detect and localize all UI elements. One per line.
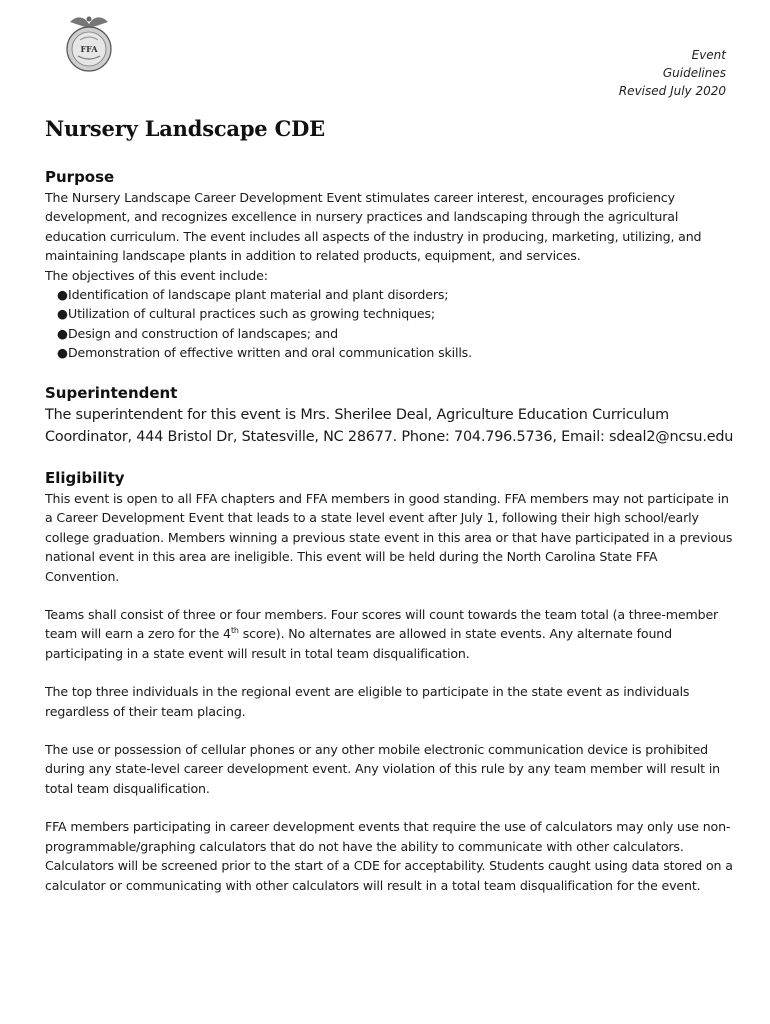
list-item xyxy=(57,324,735,343)
eligibility-paragraph-5: FFA members participating in career development events that require the use of calculators may only use non- programmable/graphing calculators that do not have the ability to communicate with other calculators. Calculators will be screened prior to the start of a CDE for acceptability. Students caught using data stored on a calculator or communicating with other calculators will result in a total team disqualification for the event. xyxy=(45,819,733,893)
superintendent-heading: Superintendent xyxy=(45,384,178,402)
eligibility-paragraph-1: This event is open to all FFA chapters and FFA members in good standing. FFA members may not participate in a Career Development Event that leads to a state level event after July 1, following their high school/early college graduation. Members winning a previous state event in this area or that have participated in a previous national event in this area are ineligible. This event will be held during the North Carolina State FFA Convention. xyxy=(45,491,733,584)
team-rule-text-cont: score). No alternates are allowed in state events. Any alternate found participating in a state event will result in total team disqualification. xyxy=(45,626,672,661)
objective-text: Design and construction of landscapes; and xyxy=(68,325,338,341)
list-item xyxy=(57,304,735,323)
bullet-icon: ● xyxy=(57,325,68,341)
objective-text: Demonstration of effective written and oral communication skills. xyxy=(68,345,472,361)
eligibility-paragraph-4: The use or possession of cellular phones or any other mobile electronic communication device is prohibited during any state-level career development event. Any violation of this rule by any team member will result in total team disqualification. xyxy=(45,742,720,796)
objective-text: Identification of landscape plant material and plant disorders; xyxy=(68,287,449,303)
ordinal-suffix: th xyxy=(230,626,239,636)
purpose-heading: Purpose xyxy=(45,168,115,186)
bullet-icon: ● xyxy=(57,345,68,361)
purpose-section xyxy=(45,167,735,363)
team-rule-text: Teams shall consist of three or four members. Four scores will count towards the team total (a three-member team will earn a zero for the 4 xyxy=(45,607,719,642)
eligibility-heading: Eligibility xyxy=(45,469,125,487)
meta-event: Event xyxy=(691,48,726,62)
bullet-icon: ● xyxy=(57,287,68,303)
meta-revised-date: Revised July 2020 xyxy=(618,84,726,98)
superintendent-section xyxy=(45,383,735,448)
objectives-list xyxy=(45,285,735,363)
meta-guidelines: Guidelines xyxy=(662,66,726,80)
objective-text: Utilization of cultural practices such as growing techniques; xyxy=(68,306,436,322)
ffa-emblem-logo xyxy=(64,12,114,74)
list-item xyxy=(57,285,735,304)
bullet-icon: ● xyxy=(57,306,68,322)
eligibility-paragraph-2 xyxy=(45,605,735,663)
document-meta xyxy=(619,46,726,100)
objectives-intro: The objectives of this event include: xyxy=(45,267,268,283)
page-title: Nursery Landscape CDE xyxy=(45,116,325,141)
purpose-text: The Nursery Landscape Career Development Event stimulates career interest, encourages proficiency development, and recognizes excellence in nursery practices and landscaping through the agricultural education curriculum. The event includes all aspects of the industry in producing, marketing, utilizing, and maintaining landscape plants in addition to related products, equipment, and services. xyxy=(45,190,702,264)
list-item xyxy=(57,343,735,362)
eligibility-paragraph-3: The top three individuals in the regional event are eligible to participate in the state event as individuals regardless of their team placing. xyxy=(45,684,690,719)
superintendent-text: The superintendent for this event is Mrs. Sherilee Deal, Agriculture Education Curriculum Coordinator, 444 Bristol Dr, Statesville, NC 28677. Phone: 704.796.5736, Email: sdeal2@ncsu.edu xyxy=(45,407,734,445)
eligibility-section xyxy=(45,468,735,895)
ffa-emblem-text: FFA xyxy=(80,44,98,54)
